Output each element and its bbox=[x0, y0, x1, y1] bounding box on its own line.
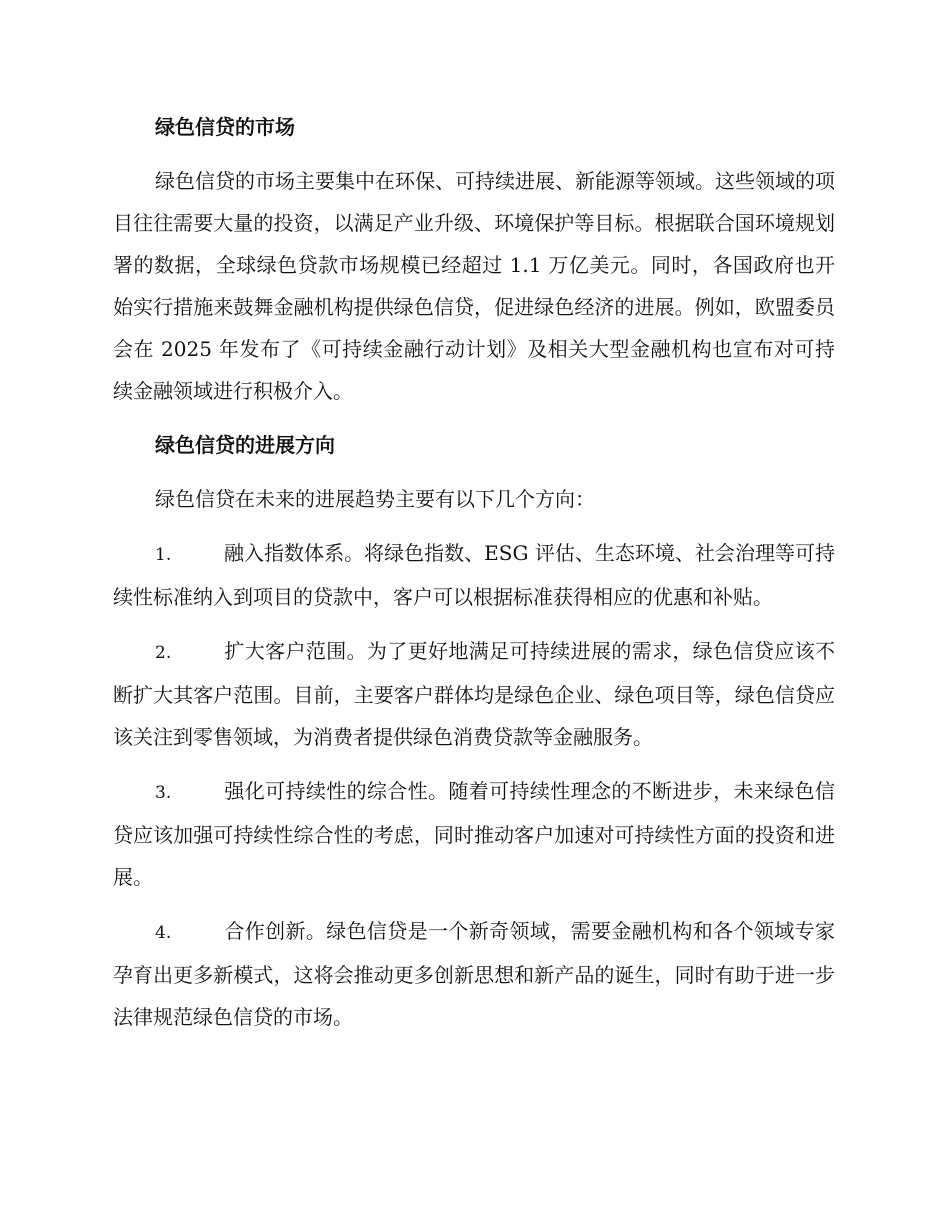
market-paragraph: 绿色信贷的市场主要集中在环保、可持续进展、新能源等领域。这些领域的项目往往需要大量的投资，以满足产业升级、环境保护等目标。根据联合国环境规划署的数据，全球绿色贷款市场规模已经超过 1.1 万亿美元。同时，各国政府也开始实行措施来鼓舞金融机构提供绿色信贷，促进绿色经济的进展。例如，欧盟委员会在 2025 年发布了《可持续金融行动计划》及相关大型金融机构也宣布对可持续金融领域进行积极介入。 bbox=[113, 169, 835, 403]
list-number: 2. bbox=[155, 643, 172, 663]
list-item-1 bbox=[113, 532, 835, 618]
list-item-4 bbox=[113, 910, 835, 1038]
document-body bbox=[113, 108, 835, 1050]
section-heading-market: 绿色信贷的市场 bbox=[155, 115, 295, 139]
list-item-text: 强化可持续性的综合性。随着可持续性理念的不断进步，未来绿色信贷应该加强可持续性综合性的考虑，同时推动客户加速对可持续性方面的投资和进展。 bbox=[113, 779, 835, 889]
list-item-3 bbox=[113, 770, 835, 898]
list-item-2 bbox=[113, 630, 835, 758]
section-heading-direction: 绿色信贷的进展方向 bbox=[155, 433, 335, 457]
list-number: 3. bbox=[155, 783, 172, 803]
list-number: 4. bbox=[155, 923, 172, 943]
list-number: 1. bbox=[155, 545, 172, 565]
list-item-text: 融入指数体系。将绿色指数、ESG 评估、生态环境、社会治理等可持续性标准纳入到项目的贷款中，客户可以根据标准获得相应的优惠和补贴。 bbox=[113, 541, 835, 609]
direction-intro-paragraph: 绿色信贷在未来的进展趋势主要有以下几个方向： bbox=[155, 487, 595, 511]
list-item-text: 合作创新。绿色信贷是一个新奇领域，需要金融机构和各个领域专家孕育出更多新模式，这将会推动更多创新思想和新产品的诞生，同时有助于进一步法律规范绿色信贷的市场。 bbox=[113, 919, 835, 1029]
list-item-text: 扩大客户范围。为了更好地满足可持续进展的需求，绿色信贷应该不断扩大其客户范围。目前，主要客户群体均是绿色企业、绿色项目等，绿色信贷应该关注到零售领域，为消费者提供绿色消费贷款等金融服务。 bbox=[113, 639, 835, 749]
